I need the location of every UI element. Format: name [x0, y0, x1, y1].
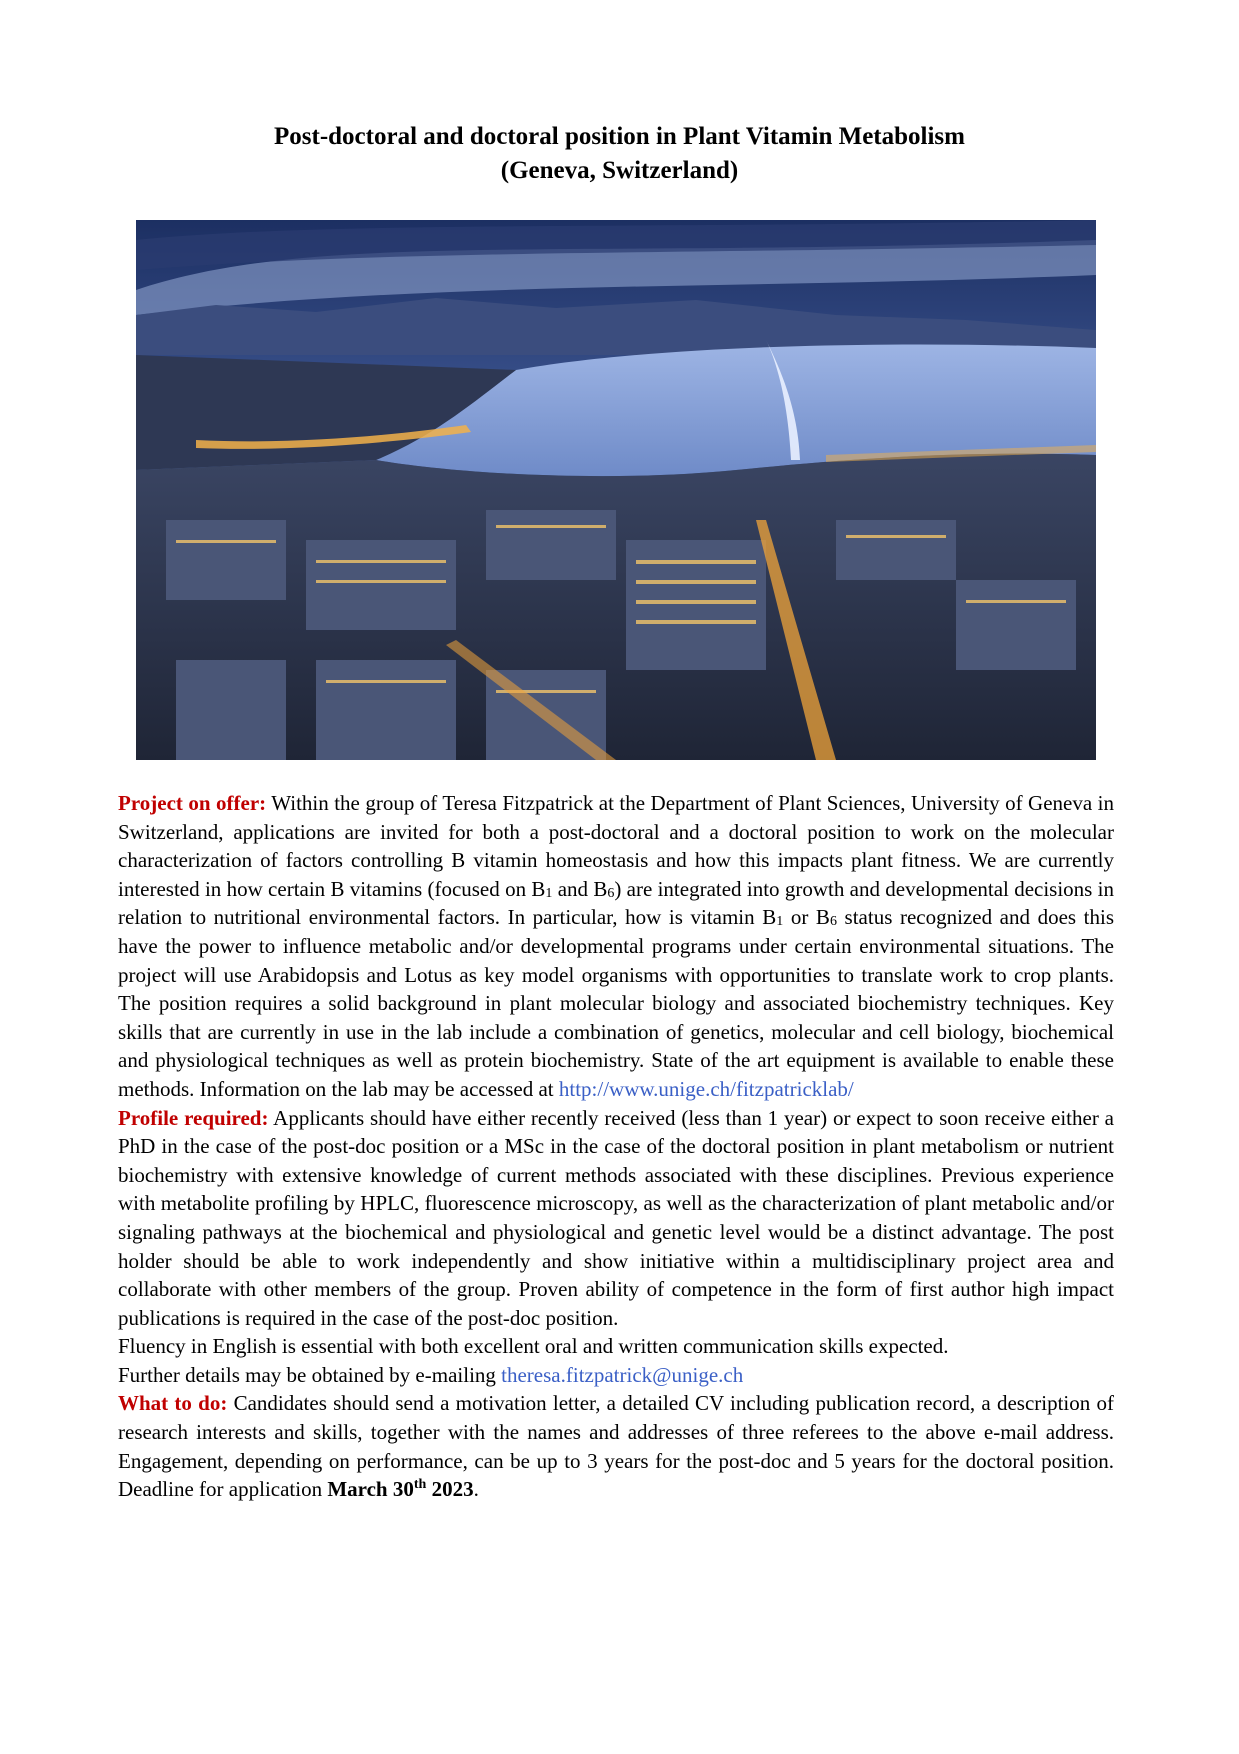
deadline-sup: th	[413, 1477, 427, 1493]
fluency-paragraph: Fluency in English is essential with both excellent oral and written communication skills expected.	[118, 1334, 949, 1359]
profile-heading: Profile required:	[118, 1105, 269, 1130]
lab-website-link[interactable]: http://www.unige.ch/fitzpatricklab/	[558, 1076, 854, 1101]
geneva-city-photo	[136, 220, 1096, 760]
title-line-1: Post-doctoral and doctoral position in Plant Vitamin Metabolism	[274, 123, 965, 150]
profile-text: Applicants should have either recently received (less than 1 year) or expect to soon receive either a PhD in the case of the post-doc position or a MSc in the case of the doctoral position in plant metabolism or nutrient biochemistry with extensive knowledge of current methods associated with these disciplines. Previous experience with metabolite profiling by HPLC, fluorescence microscopy, as well as the characterization of plant metabolic and/or signaling pathways at the biochemical and physiological and genetic level would be a distinct advantage. The post holder should be able to work independently and show initiative within a multidisciplinary project area and collaborate with other members of the group. Proven ability of competence in the form of first author high impact publications is required in the case of the post-doc position.	[118, 1105, 1114, 1330]
project-text-d: or B	[783, 905, 830, 930]
project-text-c: ) are integrated into growth and developmental decisions in relation to nutritional environmental factors. In particular, how is vitamin B	[118, 876, 1115, 930]
project-text-e: status recognized and does this have the power to influence metabolic and/or developmental programs under certain environmental situations. The project will use Arabidopsis and Lotus as key model organisms with opportunities to translate work to crop plants. The position requires a solid background in plant molecular biology and associated biochemistry techniques. Key skills that are currently in use in the lab include a combination of genetics, molecular and cell biology, biochemical and physiological techniques as well as protein biochemistry. State of the art equipment is available to enable these methods. Information on the lab may be accessed at	[118, 905, 1114, 1101]
deadline	[327, 1477, 473, 1501]
page-title	[0, 120, 1239, 188]
title-line-2: (Geneva, Switzerland)	[500, 157, 739, 184]
contact-paragraph	[118, 1361, 1114, 1390]
todo-paragraph	[118, 1389, 1114, 1503]
subscript-6b: 6	[829, 914, 837, 930]
project-text: Within the group of Teresa Fitzpatrick at the Department of Plant Sciences, University of Geneva in Switzerland, applications are invited for both a post-doctoral and a doctoral position to work on the molecular characterization of factors controlling B vitamin homeostasis and how this impacts plant fitness. We are currently interested in how certain B vitamins (focused on B	[118, 791, 1114, 901]
subscript-1b: 1	[776, 914, 784, 930]
profile-paragraph	[118, 1104, 1114, 1333]
todo-text: Candidates should send a motivation letter, a detailed CV including publication record, a description of research interests and skills, together with the names and addresses of three referees to the above e-mail address. Engagement, depending on performance, can be up to 3 years for the post-doc and 5 years for the doctoral position. Deadline for application	[118, 1391, 1114, 1502]
project-text-b: and B	[552, 876, 608, 901]
email-link[interactable]: theresa.fitzpatrick@unige.ch	[501, 1362, 744, 1387]
deadline-year: 2023	[426, 1477, 474, 1502]
todo-end: .	[473, 1477, 479, 1502]
contact-text: Further details may be obtained by e-mailing	[118, 1362, 502, 1387]
todo-heading: What to do:	[118, 1391, 228, 1416]
document-body	[118, 789, 1114, 1504]
deadline-date: March 30	[327, 1477, 414, 1502]
subscript-1: 1	[545, 885, 553, 901]
project-paragraph	[118, 789, 1114, 1104]
subscript-6: 6	[607, 885, 615, 901]
project-heading: Project on offer:	[118, 791, 267, 815]
